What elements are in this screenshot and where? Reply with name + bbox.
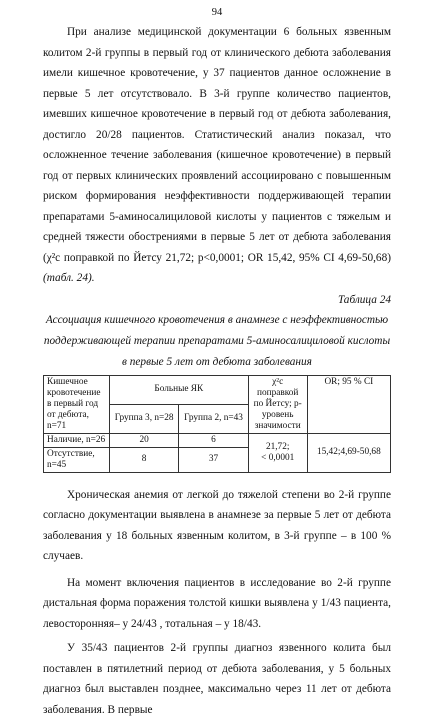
cell-or-value: 15,42;4,69-50,68	[307, 433, 390, 472]
cell-chi-value	[248, 433, 307, 472]
header-group-3: Группа 3, n=28	[109, 404, 178, 433]
table-header-row	[44, 375, 391, 404]
row-label: Отсутствие, n=45	[44, 447, 110, 472]
table-row	[44, 433, 391, 447]
cell-group-2: 37	[179, 447, 248, 472]
table-label: Таблица 24	[337, 293, 391, 306]
page-number: 94	[211, 7, 223, 18]
table-title: Ассоциация кишечного кровотечения в анамнезе с неэффективностью поддерживающей терапии препаратами 5-аминосалициловой кислоты в первые 5 лет от дебюта заболевания	[43, 313, 391, 368]
paragraph-bleeding-text: При анализе медицинской документации 6 больных язвенным колитом 2-й группы в первый год от клинического дебюта заболевания имели кишечное кровотечение, у 37 пациентов данное осложнение в первые 5 лет отсутствовало. В 3-й группе количество пациентов, имевших кишечное кровотечение в первый год от дебюта заболевания, достигло 20/28 пациентов. Статистический анализ показал, что осложненное течение заболевания (кишечное кровотечение) в первый год от первых клинических проявлений ассоциировано с повышенным риском формирования неэффективности поддерживающей терапии препаратами 5-аминосалициловой кислоты у пациентов с тяжелым и средней тяжести обострениями в первые 5 лет от дебюта заболевания (χ²с поправкой по Йетсу 21,72; p<0,0001; OR 15,42, 95% CI 4,69-50,68)	[43, 26, 391, 264]
paragraph-lesion-form: На момент включения пациентов в исследование во 2-й группе дистальная форма поражения толстой кишки выявлена у 1/43 пациента, левосторонняя– у 24/43 , тотальная – у 18/43.	[43, 576, 391, 630]
header-odds-ratio: OR; 95 % CI	[307, 375, 390, 433]
cell-group-3: 8	[109, 447, 178, 472]
header-bleeding-col: Кишечное кровотечение в первый год от дебюта, n=71	[44, 375, 110, 433]
row-label: Наличие, n=26	[44, 433, 110, 447]
paragraph-bleeding-analysis	[43, 22, 391, 289]
p-value: < 0,0001	[261, 452, 295, 463]
header-chi-square: χ²с поправкой по Йетсу; p-уровень значимости	[248, 375, 307, 433]
cell-group-2: 6	[179, 433, 248, 447]
table-reference: (табл. 24).	[43, 272, 95, 284]
paragraph-diagnosis: У 35/43 пациентов 2-й группы диагноз язвенного колита был поставлен в пятилетний период от дебюта заболевания, у 5 больных диагноз был выставлен позднее, максимально через 11 лет от дебюта заболевания. В первые	[43, 642, 391, 716]
header-patients-group: Больные ЯК	[109, 375, 248, 404]
paragraph-anemia: Хроническая анемия от легкой до тяжелой степени во 2-й группе согласно документации выявлена в анамнезе за первые 5 лет от дебюта заболевания у 18 больных язвенным колитом, в 3-й группе – в 100 % случаев.	[43, 488, 391, 562]
chi-value: 21,72;	[265, 441, 290, 452]
cell-group-3: 20	[109, 433, 178, 447]
association-table	[43, 375, 391, 473]
header-group-2: Группа 2, n=43	[179, 404, 248, 433]
